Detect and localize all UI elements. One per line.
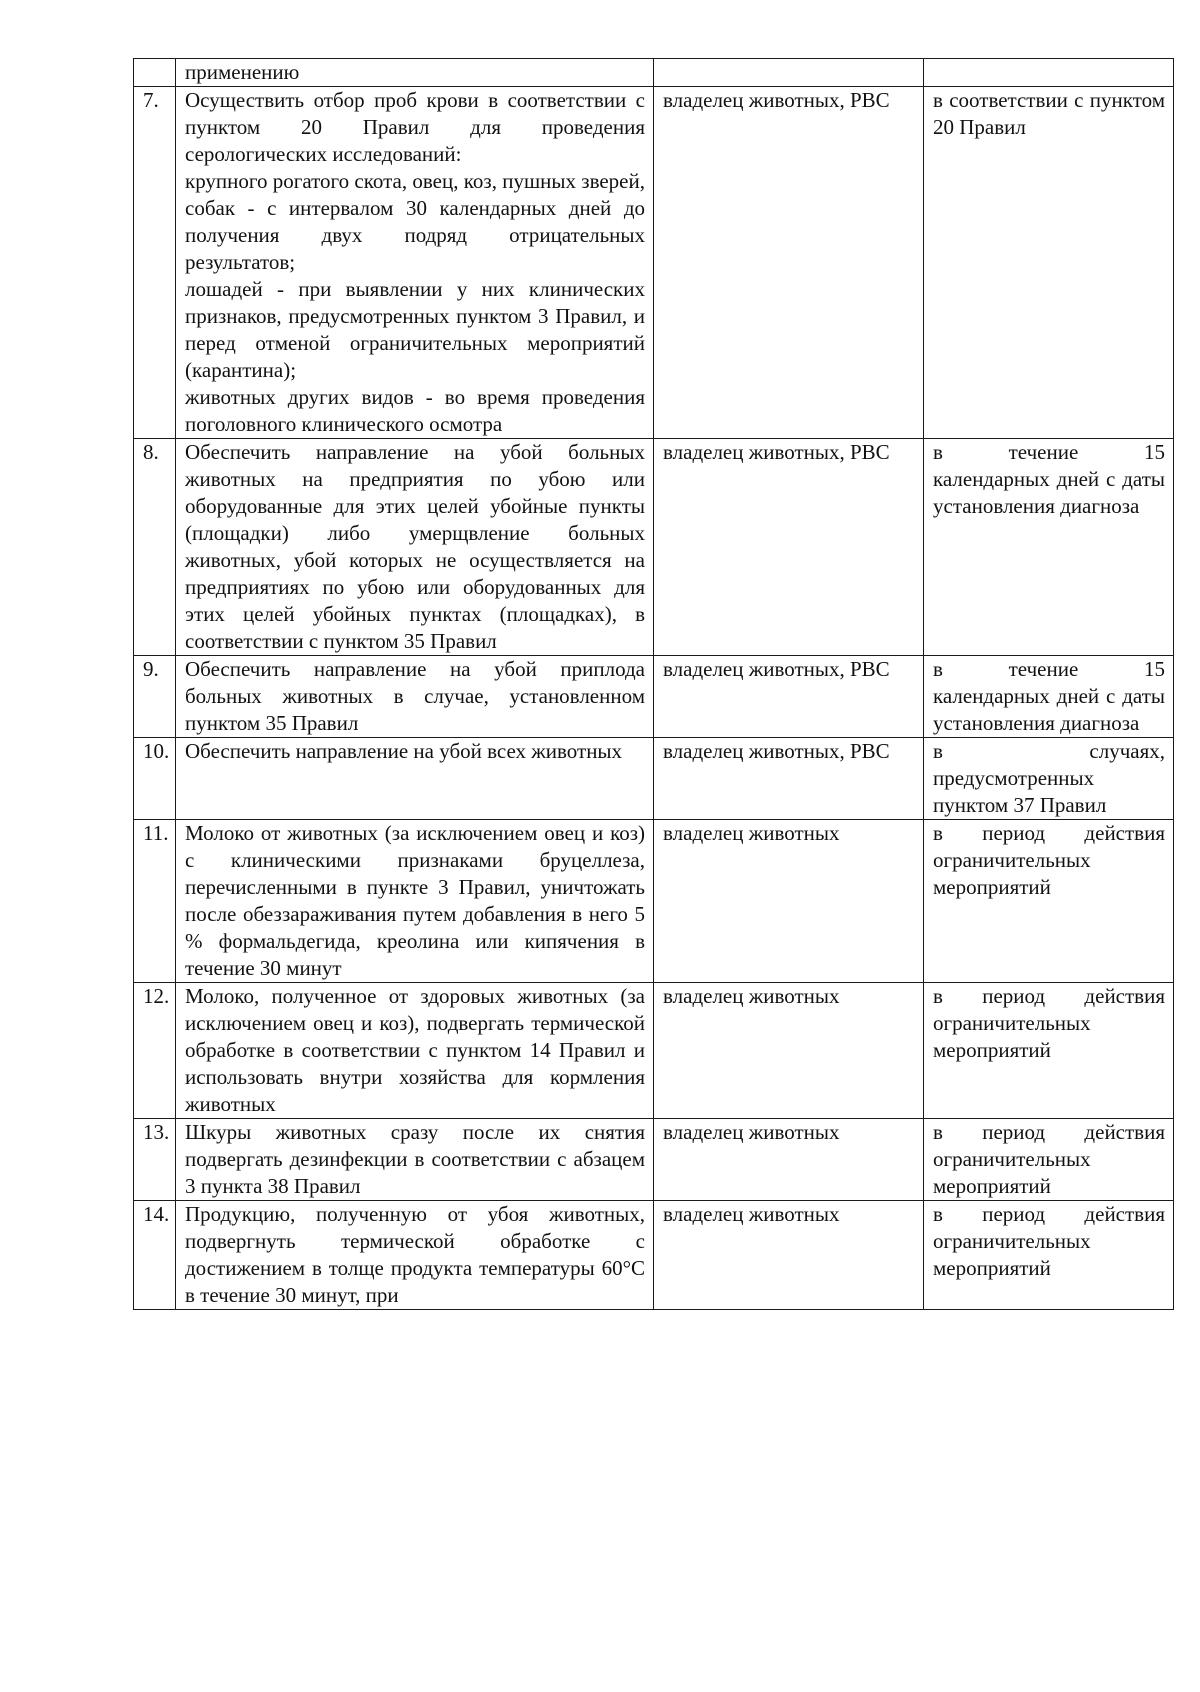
row-number	[134, 59, 176, 87]
measure-description	[176, 59, 654, 87]
measure-description	[176, 656, 654, 738]
measure-paragraph: животных других видов - во время проведения поголовного клинического осмотра	[185, 385, 645, 436]
measures-table-body	[134, 59, 1174, 1310]
responsible-party: владелец животных	[654, 1201, 924, 1310]
deadline: в период действия ограничительных мероприятий	[924, 983, 1174, 1119]
responsible-party: владелец животных, РВС	[654, 656, 924, 738]
table-row	[134, 59, 1174, 87]
deadline: в период действия ограничительных мероприятий	[924, 820, 1174, 983]
responsible-party: владелец животных	[654, 820, 924, 983]
deadline: в соответствии с пунктом 20 Правил	[924, 87, 1174, 439]
responsible-party: владелец животных	[654, 1119, 924, 1201]
measure-paragraph: крупного рогатого скота, овец, коз, пушных зверей, собак - с интервалом 30 календарных дней до получения двух подряд отрицательных результатов;	[185, 169, 645, 274]
responsible-party: владелец животных, РВС	[654, 87, 924, 439]
table-row	[134, 1201, 1174, 1310]
measures-table	[133, 58, 1174, 1310]
measure-paragraph: Шкуры животных сразу после их снятия подвергать дезинфекции в соответствии с абзацем 3 пункта 38 Правил	[185, 1120, 645, 1198]
table-row	[134, 738, 1174, 820]
deadline: в течение 15 календарных дней с даты установления диагноза	[924, 439, 1174, 656]
measure-paragraph: Осуществить отбор проб крови в соответствии с пунктом 20 Правил для проведения серологических исследований:	[185, 88, 645, 166]
measure-description	[176, 1119, 654, 1201]
measure-paragraph: Обеспечить направление на убой приплода больных животных в случае, установленном пунктом 35 Правил	[185, 657, 645, 735]
row-number: 7.	[134, 87, 176, 439]
measure-paragraph: Обеспечить направление на убой больных животных на предприятия по убою или оборудованные для этих целей убойные пункты (площадки) либо умерщвление больных животных, убой которых не осуществляется на предприятиях по убою или оборудованных для этих целей убойных пунктах (площадках), в соответствии с пунктом 35 Правил	[185, 440, 645, 653]
row-number: 14.	[134, 1201, 176, 1310]
measure-description	[176, 983, 654, 1119]
row-number: 9.	[134, 656, 176, 738]
table-row	[134, 820, 1174, 983]
row-number: 13.	[134, 1119, 176, 1201]
table-row	[134, 1119, 1174, 1201]
measure-description	[176, 87, 654, 439]
measure-paragraph: лошадей - при выявлении у них клинических признаков, предусмотренных пунктом 3 Правил, и перед отменой ограничительных мероприятий (карантина);	[185, 277, 645, 382]
measure-description	[176, 820, 654, 983]
measure-description	[176, 439, 654, 656]
responsible-party: владелец животных, РВС	[654, 439, 924, 656]
table-row	[134, 87, 1174, 439]
row-number: 10.	[134, 738, 176, 820]
deadline	[924, 59, 1174, 87]
measure-paragraph: Молоко, полученное от здоровых животных (за исключением овец и коз), подвергать термической обработке в соответствии с пунктом 14 Правил и использовать внутри хозяйства для кормления животных	[185, 984, 645, 1116]
responsible-party	[654, 59, 924, 87]
row-number: 11.	[134, 820, 176, 983]
measure-paragraph: Продукцию, полученную от убоя животных, подвергнуть термической обработке с достижением в толще продукта температуры 60°С в течение 30 минут, при	[185, 1202, 645, 1307]
deadline: в случаях, предусмотренных пунктом 37 Правил	[924, 738, 1174, 820]
table-row	[134, 983, 1174, 1119]
deadline: в течение 15 календарных дней с даты установления диагноза	[924, 656, 1174, 738]
row-number: 8.	[134, 439, 176, 656]
table-row	[134, 439, 1174, 656]
measure-paragraph: Молоко от животных (за исключением овец и коз) с клиническими признаками бруцеллеза, перечисленными в пункте 3 Правил, уничтожать после обеззараживания путем добавления в него 5 % формальдегида, креолина или кипячения в течение 30 минут	[185, 821, 645, 980]
deadline: в период действия ограничительных мероприятий	[924, 1201, 1174, 1310]
row-number: 12.	[134, 983, 176, 1119]
table-row	[134, 656, 1174, 738]
measure-paragraph: применению	[185, 60, 300, 84]
responsible-party: владелец животных, РВС	[654, 738, 924, 820]
responsible-party: владелец животных	[654, 983, 924, 1119]
deadline: в период действия ограничительных мероприятий	[924, 1119, 1174, 1201]
measure-paragraph: Обеспечить направление на убой всех животных	[185, 739, 623, 763]
measure-description	[176, 738, 654, 820]
measure-description	[176, 1201, 654, 1310]
